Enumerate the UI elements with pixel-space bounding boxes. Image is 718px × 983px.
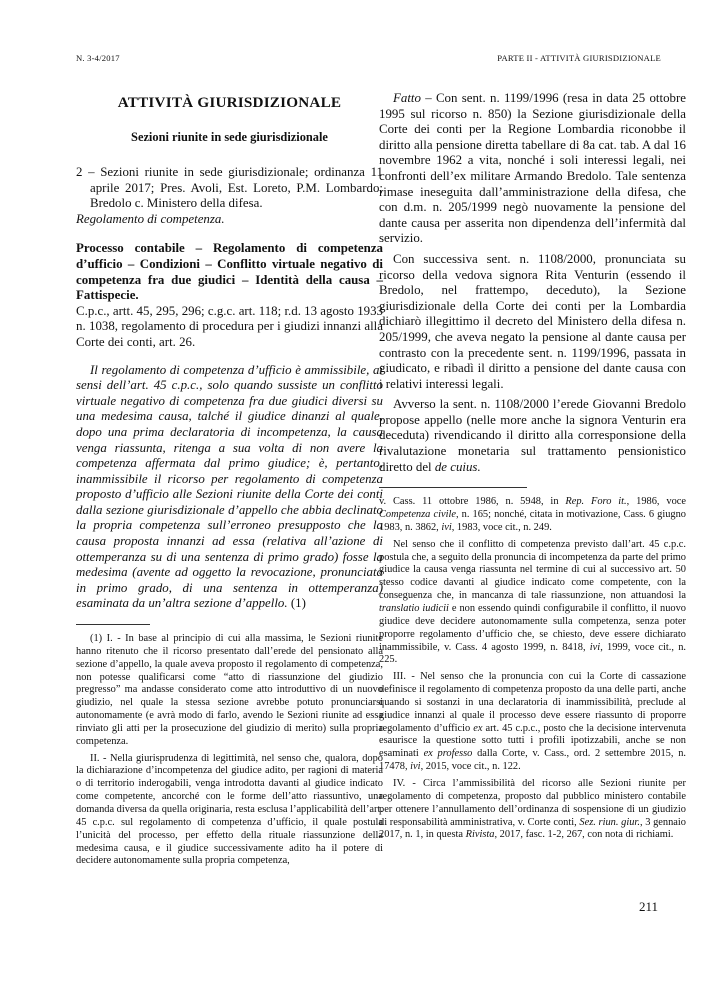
right-column [379,92,686,842]
footnote-marker: (1) [290,596,306,611]
footnote-1-part-2: II. - Nella giurisprudenza di legittimità, nel senso che, qualora, dopo la dichiarazione d’incompetenza del giudice adito, per ragioni di materia o di territorio inderogabili, venga introdotta davanti al giudice indicato come competente, ancorché con le forme dell’atto riassuntivo, una domanda diversa da quella originaria, resta esclusa l’applicabilità dell’art. 45 c.p.c. sul regolamento di competenza d’ufficio, il quale postula l’unicità del processo, per effetto della rituale riassunzione della medesima causa, e il giudice successivamente adito ha il potere di decidere autonomamente sulla propria competenza, [76,752,383,867]
norm-references: C.p.c., artt. 45, 295, 296; c.g.c. art. 118; r.d. 13 agosto 1933 n. 1038, regolamento di procedura per i giudizi innanzi alla Corte dei conti, art. 26. [76,303,383,349]
keywords: Processo contabile – Regolamento di competenza d’ufficio – Condizioni – Conflitto virtuale negativo di competenza fra due giudici – Identità della causa – Fattispecie. [76,241,383,303]
paragraph-3-italic: de cuius. [434,459,481,474]
running-header-section: PARTE II - ATTIVITÀ GIURISDIZIONALE [497,53,661,63]
fn-text: , 1983, voce cit., n. 249. [451,521,552,533]
fn-text: , 1986, voce [626,496,686,508]
fn-text: dalla Corte, v. Cass., ord. 2 settembre 2015, n. 17478, [379,748,687,773]
fn-italic: ivi [441,521,452,533]
footnote-continuation [379,496,686,535]
case-type: Regolamento di competenza. [76,211,225,226]
paragraph-3 [379,397,686,475]
case-citation: 2 – Sezioni riunite in sede giurisdizionale; ordinanza 11 aprile 2017; Pres. Avoli, Est. Loreto, P.M. Lombardo; Bredolo c. Ministero della difesa. [76,165,383,211]
fn-text: , n. 165; nonché, citata in motivazione, Cass. 6 giugno 1983, n. 3862, [379,509,686,533]
fn-text: art. 45 c.p.c., posto che la decisione intervenuta esaurisce la questione sotto tutti i profili ipotizzabili, anche se non esaminati [379,722,686,760]
fn-text: , 3 gennaio 2017, n. 1, in questa [379,816,686,841]
fn-italic: Sez. riun. giur. [579,816,640,828]
fn-text: Nel senso che il conflitto di competenza previsto dall’art. 45 c.p.c. postula che, a seguito della pronuncia di incompetenza da parte del primo giudice la causa venga riassunta nel termine di cui al successivo art. 50 stesso codice davanti al giudice indicato come competente, con la conseguenza che, in mancanza di tale riassunzione, non attuandosi la [379,538,686,602]
fn-italic: ivi [410,761,421,773]
fatto-text: – Con sent. n. 1199/1996 (resa in data 25 ottobre 1995 sul ricorso n. 850) la Sezione giurisdizionale della Corte dei conti per la Regione Lombardia riconobbe il diritto alla pensione diretta tabellare di 8a cat. tab. A dal 16 novembre 1962 a vita, nonché i soli interessi legali, nei confronti dell’ex militare Armando Bredolo. Tale sentenza rimase ineseguita dall’amministrazione della difesa, che con d.m. n. 205/1999 negò nuovamente la pensione del dante causa per asserita non dipendenza dell’infermità dal servizio. [379,91,686,246]
fatto-paragraph [379,91,686,247]
footnote-paragraph-2 [379,539,686,667]
paragraph-3-text: Avverso la sent. n. 1108/2000 l’erede Giovanni Bredolo propose appello (nelle more anche la signora Venturin era deceduta) rivendicando il diritto alla corresponsione della rivalutazione monetaria sul trattamento pensionistico diretto del [379,397,686,474]
fn-italic: ex [473,722,483,734]
footnote-divider [76,624,150,625]
section-subtitle: Sezioni riunite in sede giurisdizionale [131,130,328,144]
fn-italic: translatio iudicii [379,603,449,614]
footnote-1-part-1: (1) I. - In base al principio di cui alla massima, le Sezioni riunite hanno ritenuto che il ricorso presentato dall’erede del pensionato alla sezione d’appello, la quale aveva proposto il regolamento di competenza, non potesse qualificarsi come “atto di riassunzione del giudizio pregresso” ma andasse considerato come atto introduttivo di un nuovo giudizio, nel quale la stessa sezione avrebbe potuto pronunciarsi autonomamente (e avrà modo di farlo, avendo le Sezioni riunite ad essa rinviato gli atti per la prosecuzione del giudizio di merito) sulla propria competenza. [76,633,383,747]
left-column [76,92,383,868]
footnote-paragraph-3 [379,671,686,774]
fn-italic: Competenza civile [379,509,456,521]
page-title: ATTIVITÀ GIURISDIZIONALE [117,94,342,111]
fn-text: IV. - Circa l’ammissibilità del ricorso alle Sezioni riunite per regolamento di competenza, proposto dal pubblico ministero contabile per ottenere l’annullamento dell’ordinanza di sospensione di un giudizio di responsabilità amministrativa, v. Corte conti, [379,777,686,828]
fn-text: , 1999, voce cit., n. 225. [379,641,686,666]
footnote-paragraph-4 [379,778,686,842]
paragraph-2: Con successiva sent. n. 1108/2000, pronunciata su ricorso della vedova signora Rita Venturin (essendo il Bredolo, nel frattempo, deceduto), la Sezione giurisdizionale della Corte dei conti per la Lombardia dichiarò illegittimo il decreto del Ministero della difesa n. 205/1999, che aveva negato la pensione al dante causa per contrasto con la precedente sent. n. 1199/1996, passata in giudicato, e ribadì il diritto a pensione del dante causa con i relativi interessi legali. [379,251,686,391]
fatto-label: Fatto [393,91,421,105]
fn-text: III. - Nel senso che la pronuncia con cui la Corte di cassazione definisce il regolamento di competenza proposto da una delle parti, anche quando si sostanzi in una declaratoria di inammissibilità, preclude al giudice innanzi al quale il processo deve essere riassunto di proporre regolamento d’ufficio [379,671,686,734]
fn-italic: ex professo [423,748,473,760]
case-reference [76,165,383,227]
page-number: 211 [638,899,658,914]
massima-text: Il regolamento di competenza d’ufficio è ammissibile, ai sensi dell’art. 45 c.p.c., solo quando sussiste un conflitto virtuale negativo di competenza fra due giudici diversi su una medesima causa, talché il giudice dinanzi al quale, dopo una prima declaratoria di incompetenza, la causa venga riassunta, ritenga a sua volta di non avere la competenza affermata dal primo giudice; è, pertanto, inammissibile il ricorso per regolamento di competenza proposto d’ufficio alle Sezioni riunite della Corte dei conti dalla sezione giurisdizionale d’appello che abbia declinato la propria competenza sull’erroneo presupposto che la causa proposta innanzi ad essa (relativa all’azione di ottemperanza su di una sentenza di primo grado) fosse la medesima (avente ad oggetto la revocazione, pronunciata in primo grado, di una sentenza in ottemperanza) esaminata da un’altra sezione d’appello. [76,362,383,611]
running-header-issue: N. 3-4/2017 [76,53,120,63]
fn-text: , 2017, fasc. 1-2, 267, con nota di richiami. [494,829,674,841]
fn-text: e non essendo quindi configurabile il conflitto, il nuovo giudice deve decidere autonomamente sulla competenza, senza poter proporre regolamento d’ufficio che, se chiesto, deve essere dichiarato inammissibile, v. Cass. 4 agosto 1999, n. 8418, [379,603,686,653]
fn-text: v. Cass. 11 ottobre 1986, n. 5948, in [379,496,566,508]
footnote-divider-right [379,487,527,488]
fn-italic: ivi [589,641,601,653]
fn-italic: Rep. Foro it. [565,496,627,508]
massima [76,363,383,613]
fn-italic: Rivista [465,829,495,841]
fn-text: , 2015, voce cit., n. 122. [420,761,521,773]
